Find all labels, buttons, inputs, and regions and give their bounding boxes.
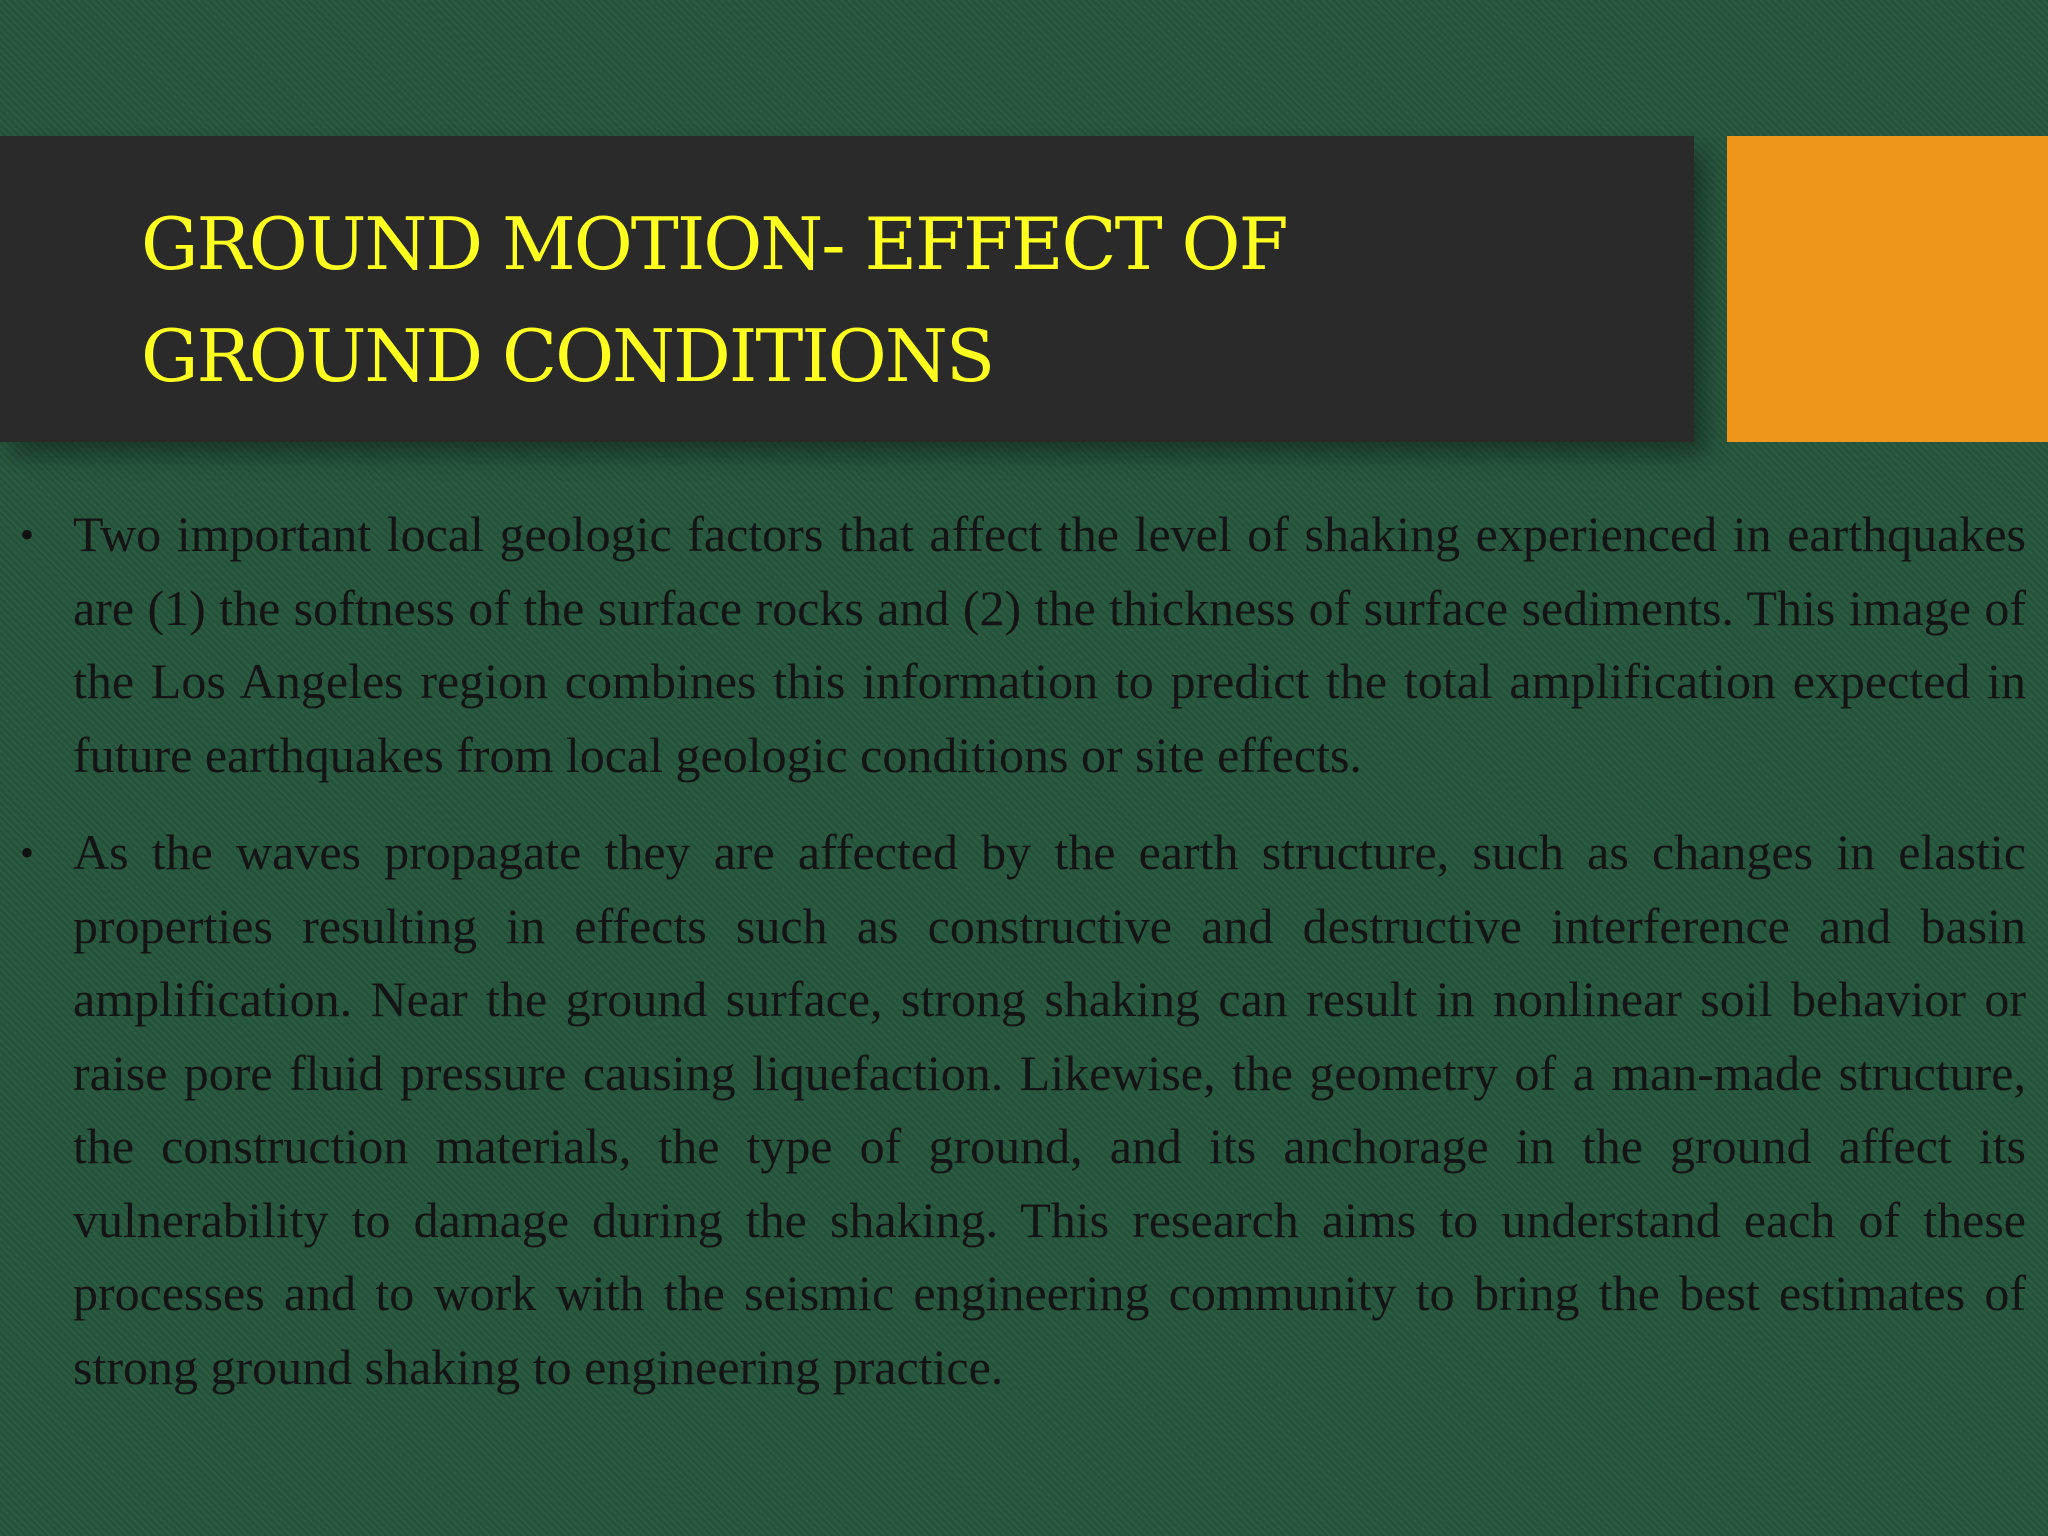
accent-block: [1727, 136, 2048, 442]
bullet-item-1: [20, 498, 2026, 792]
bullet-marker: •: [20, 512, 35, 557]
bullet-text: Two important local geologic factors that affect the level of shaking experienced in earthquakes are (1) the softness of the surface rocks and (2) the thickness of surface sediments. This image of the Los Angeles region combines this information to predict the total amplification expected in future earthquakes from local geologic conditions or site effects.: [73, 506, 2026, 783]
bullet-marker: •: [20, 830, 35, 875]
bullet-text: As the waves propagate they are affected by the earth structure, such as changes in elastic properties resulting in effects such as constructive and destructive interference and basin amplification. Near the ground surface, strong shaking can result in nonlinear soil behavior or raise pore fluid pressure causing liquefaction. Likewise, the geometry of a man-made structure, the construction materials, the type of ground, and its anchorage in the ground affect its vulnerability to damage during the shaking. This research aims to understand each of these processes and to work with the seismic engineering community to bring the best estimates of strong ground shaking to engineering practice.: [73, 824, 2026, 1395]
slide-title: GROUND MOTION- EFFECT OF GROUND CONDITIONS: [141, 202, 1287, 398]
bullet-item-2: [20, 816, 2026, 1404]
title-bar: [0, 136, 1694, 442]
content-area: [20, 498, 2026, 1428]
